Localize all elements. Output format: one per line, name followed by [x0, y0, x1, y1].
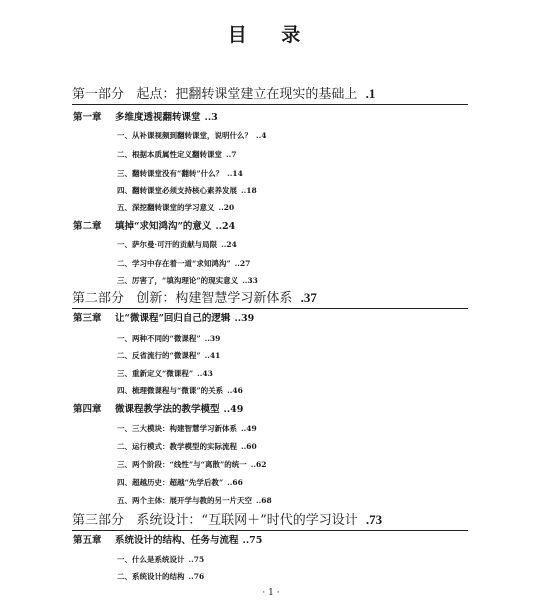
part-page: .1	[365, 86, 376, 101]
part-label: 第二部分	[72, 291, 125, 306]
page-number: · 1 ·	[262, 588, 280, 598]
section-item: 一、三大模块：构建智慧学习新体系 ..49	[117, 424, 257, 433]
section-item: 一、萨尔曼·可汗的贡献与局限 ..24	[117, 240, 237, 249]
part-title: 起点：把翻转课堂建立在现实的基础上	[136, 87, 358, 102]
chapter-5	[73, 535, 262, 547]
chapter-title: 填掉“求知鸿沟”的意义	[115, 221, 212, 232]
section-item: 一、两种不同的“微课程” ..39	[117, 334, 221, 343]
chapter-label: 第二章	[73, 221, 102, 232]
section-item: 二、学习中存在着一道“求知鸿沟” ..27	[117, 259, 251, 268]
section-item: 二、运行模式：教学模型的实际流程 ..60	[117, 442, 257, 451]
chapter-label: 第五章	[73, 535, 102, 546]
section-item: 三、翻转课堂没有“翻转”什么？ ..14	[117, 169, 243, 178]
part-title: 创新：构建智慧学习新体系	[136, 291, 293, 306]
section-item: 三、两个阶段：“线性”与“离散”的统一 ..62	[117, 460, 267, 469]
part-page: .37	[300, 290, 317, 305]
part-label: 第一部分	[72, 87, 125, 102]
chapter-label: 第一章	[73, 112, 102, 123]
chapter-label: 第三章	[73, 313, 102, 324]
chapter-page: ..24	[215, 221, 236, 232]
chapter-label: 第四章	[73, 404, 102, 415]
part-3	[72, 512, 468, 531]
chapter-2	[73, 221, 235, 233]
chapter-page: ..49	[223, 404, 244, 415]
part-2	[72, 290, 468, 309]
chapter-page: ..3	[204, 112, 218, 123]
part-1	[72, 86, 468, 105]
chapter-title: 多维度透视翻转课堂	[115, 112, 201, 123]
part-label: 第三部分	[72, 513, 125, 528]
section-item: 四、超越历史：超越“先学后教” ..66	[117, 478, 243, 487]
toc-title: 目 录	[227, 24, 315, 46]
section-item: 二、根据本质属性定义翻转课堂 ..7	[117, 150, 237, 159]
section-item: 四、翻转课堂必须支持核心素养发展 ..18	[117, 186, 257, 195]
section-item: 三、厉害了，“填沟理论”的现实意义 ..33	[117, 276, 258, 285]
chapter-page: ..39	[234, 313, 255, 324]
chapter-4	[73, 404, 243, 416]
section-item: 五、深挖翻转课堂的学习意义 ..20	[117, 203, 235, 212]
section-item: 二、系统设计的结构 ..76	[117, 572, 205, 581]
section-item: 三、重新定义“微课程” ..43	[117, 369, 213, 378]
chapter-title: 微课程教学法的教学模型	[115, 404, 220, 415]
section-item: 一、什么是系统设计 ..75	[117, 555, 205, 564]
chapter-1	[73, 112, 218, 124]
chapter-title: 系统设计的结构、任务与流程	[115, 535, 239, 546]
chapter-3	[73, 313, 254, 325]
part-title: 系统设计：“互联网＋”时代的学习设计	[136, 513, 358, 528]
section-item: 五、两个主体：展开学与教的另一片天空 ..68	[117, 496, 272, 505]
section-item: 二、反省流行的“微课程” ..41	[117, 351, 221, 360]
section-item: 四、梳理微课程与“微课”的关系 ..46	[117, 386, 243, 395]
chapter-page: ..75	[242, 535, 263, 546]
chapter-title: 让“微课程”回归自己的逻辑	[115, 313, 231, 324]
section-item: 一、从补课视频到翻转课堂，说明什么？ ..4	[117, 131, 267, 140]
part-page: .73	[365, 512, 383, 527]
